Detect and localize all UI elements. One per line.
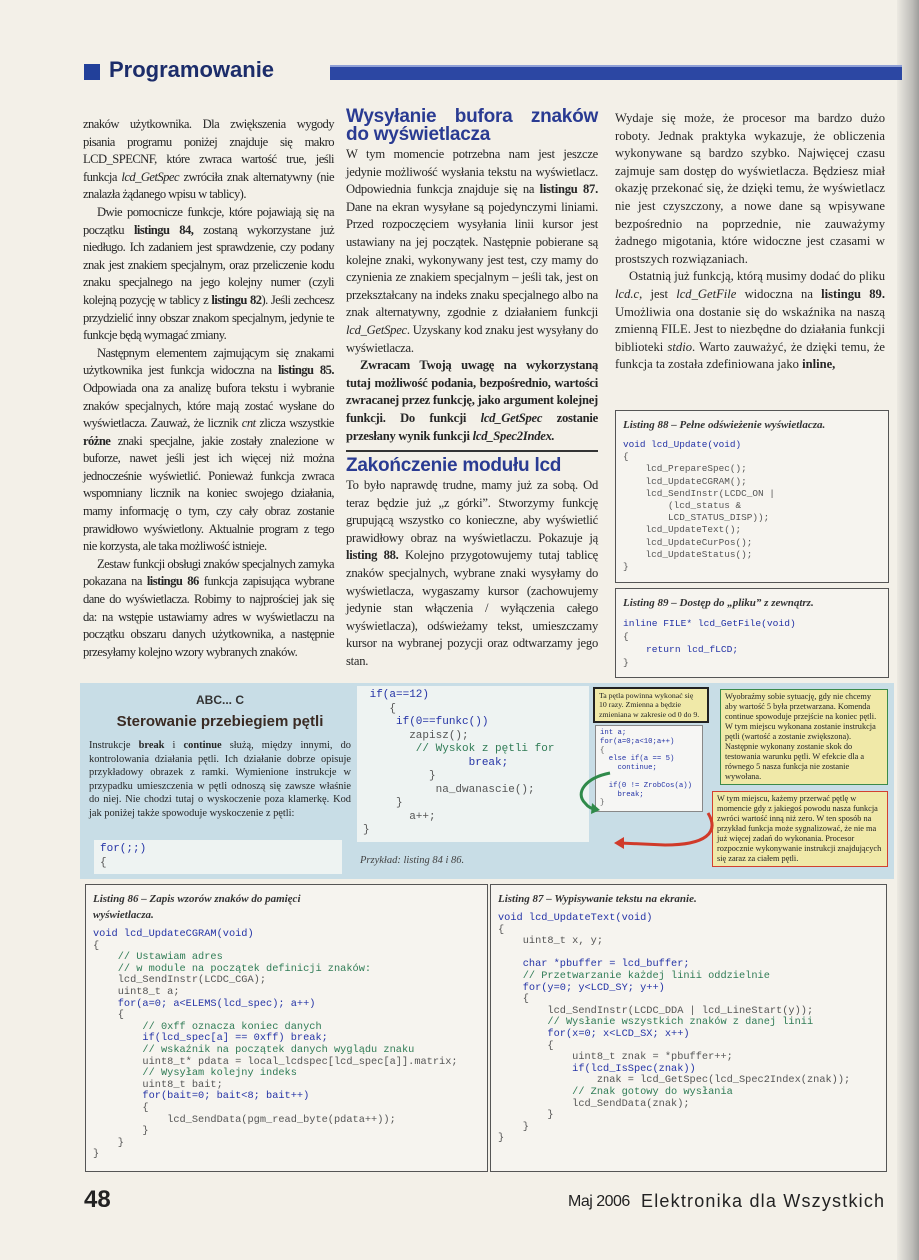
code-block — [623, 439, 881, 573]
code-line: } — [363, 824, 370, 836]
break-arrowhead — [614, 837, 624, 849]
text-run: W tym momencie potrzebna nam jest jeszcze jedynie możliwość wysłania tekstu na wyświetlacz. Odpowiednia funkcja znajduje się na — [346, 147, 598, 197]
code-line: uint8_t a; — [93, 985, 180, 998]
column-1 — [83, 116, 334, 661]
text-run: ). Jeśli zechcesz przydzielić inny obszar znakom specjalnym, jedynie te funkcje będą wymagać zmiany. — [83, 292, 334, 343]
code-line: else if(a == 5) — [600, 755, 675, 764]
code-line: uint8_t bait; — [93, 1078, 223, 1091]
code-line: if(a==12) — [363, 689, 430, 701]
code-line: if(0==funkc()) — [363, 716, 489, 728]
text-run: Umożliwia ona dostanie się do wskaźnika na naszą zmienną FILE. Jest to niezbędne do działania funkcji biblioteki — [615, 304, 885, 354]
code-line: for(;;) — [100, 843, 147, 855]
listing-caption: Listing 87 – Wypisywanie tekstu na ekranie. — [498, 893, 697, 905]
code-line: } — [93, 1136, 124, 1149]
code-line: // wskaźnik na początek danych wyglądu znaku — [93, 1043, 415, 1056]
continue-arrow — [581, 773, 610, 809]
code-line: { — [498, 993, 529, 1006]
text-run: . Uzyskany kod znaku jest wysyłany do wyświetlacza. — [346, 322, 598, 355]
bold-text: inline, — [802, 357, 836, 372]
column-2 — [346, 108, 598, 671]
italic-text: cnt — [241, 416, 256, 431]
listing-87 — [490, 884, 887, 1172]
bold-text: różne — [83, 433, 111, 448]
bold-text: listing 88. — [346, 548, 399, 563]
text-run: znaki specjalne, jakie zostały znalezione w buforze, nawet jeśli jest ich więcej niż można jednocześnie wyświetlić. Ponieważ funkcja zwraca wspomniany licznik na koniec swojego działania, mamy informację o tym, czy cały obraz zostanie prawidłowo wyświetlony. Aktualnie program z tego nie korzysta, ale taka możliwość istnieje. — [83, 433, 334, 554]
text-run: Instrukcje — [89, 740, 139, 751]
code-line: break; — [363, 756, 509, 769]
code-line: void lcd_UpdateCGRAM(void) — [93, 928, 254, 940]
box-code-start — [94, 840, 342, 874]
text-run: zostanie przesłany wynik funkcji — [346, 410, 598, 443]
text-run: Następnym elementem zajmującym się znakami użytkownika jest funkcja widoczna na — [83, 345, 334, 378]
bold-text: listingu 89. — [821, 286, 885, 301]
text-run: i — [164, 740, 184, 751]
code-line: { — [93, 1009, 124, 1022]
column-3 — [615, 110, 885, 374]
code-line: { — [498, 1039, 554, 1052]
text-run: służą, między innymi, do kontrolowania działania pętli. Ich działanie dobrze opisuje przykładowy obrazek z ramki. Wymienione instrukcje w przypadku umieszczenia w pętli odnoszą się zawsze właśnie do niej. Nie chodzi tutaj o wyskoczenie poza klamerkę. Kod jak poniżej także spowoduje wyskoczenie z pętli: — [89, 740, 351, 819]
code-line: a++; — [363, 810, 436, 823]
code-line: } — [623, 657, 629, 668]
paragraph — [346, 477, 598, 671]
code-line: for(bait=0; bait<8; bait++) — [93, 1090, 310, 1103]
text-run: Zestaw funkcji obsługi znaków specjalnych zamyka pokazana na — [83, 556, 334, 589]
code-line: } — [600, 799, 605, 808]
code-line: // Wysłanie wszystkich znaków z danej linii — [498, 1016, 814, 1029]
text-run: Zwracam Twoją uwagę na wykorzystaną tutaj możliwość podania, bezpośrednio, wartości zwracanej przez funkcję, jako argument kolejnej funkcji. Do funkcji — [346, 358, 598, 425]
note-loop: Ta pętla powinna wykonać się 10 razy. Zmienna a będzie zmieniana w zakresie od 0 do 9. — [593, 687, 709, 723]
code-line: // w module na początek definicji znaków: — [93, 962, 372, 975]
code-line: inline FILE* lcd_GetFile(void) — [623, 618, 796, 629]
code-line: { — [623, 451, 629, 463]
code-line: for(x=0; x<LCD_SX; x++) — [498, 1027, 690, 1040]
paragraph — [615, 268, 885, 374]
code-line: lcd_UpdateStatus(); — [623, 548, 753, 560]
bold-text: continue — [183, 740, 222, 751]
text-run: zwróciła znak alternatywny (nie znalazła żądanego wpisu w tablicy). — [83, 169, 334, 202]
note-continue: Wyobraźmy sobie sytuację, gdy nie chcemy aby wartość 5 była przetwarzana. Komenda continue spowoduje przejście na koniec pętli. W tym miejscu wykonana zostanie instrukcja pętli (wartość a zostanie zwiększona). Następnie wykonany zostanie skok do testowania warunku pętli. W efekcie dla a równego 5 nasza funkcja nie zostanie wywołana. — [720, 689, 888, 785]
italic-text: lcd.c — [615, 286, 640, 301]
text-run: znaków użytkownika. Dla zwiększenia wygody pisania programu poniżej znajduje się makro LCD_SPECNF, które zwraca wartość true, jeśli funkcja — [83, 117, 334, 184]
code-line: lcd_UpdateCurPos(); — [623, 536, 753, 548]
code-line: if(0 != ZrobCos(a)) — [600, 781, 692, 790]
bold-text: listingu 86 — [146, 574, 199, 589]
code-line: // Wysyłam kolejny indeks — [93, 1067, 297, 1080]
code-line: if(lcd_IsSpec(znak)) — [498, 1062, 696, 1075]
italic-text: stdio — [667, 339, 693, 354]
code-line: (lcd_status & — [623, 500, 742, 512]
highlight-paragraph — [346, 357, 598, 445]
code-line: na_dwanascie(); — [363, 783, 535, 796]
box-kicker: ABC... C — [196, 693, 244, 707]
italic-text: lcd_GetSpec — [480, 410, 543, 425]
header-bar — [330, 65, 902, 80]
page-edge-shadow — [897, 0, 919, 1260]
italic-text: lcd_GetFile — [676, 286, 737, 301]
code-line: lcd_UpdateText(); — [623, 524, 742, 536]
code-line: } — [363, 797, 403, 809]
text-run: , jest — [639, 286, 677, 301]
italic-text: lcd_GetSpec — [121, 169, 179, 184]
code-line: lcd_SendInstr(LCDC_CGA); — [93, 974, 267, 987]
text-run: funkcja zapisująca wybrane dane do wyświetlacza. Robimy to najprościej jak się da: na wstępie ustawiamy adres w wyświetlaczu na początku obszaru danych użytkownika, a następnie przesyłamy kolejno wzory wybranych znaków. — [83, 574, 334, 659]
box-text — [89, 739, 351, 821]
code-line: { — [100, 857, 107, 869]
code-line: { — [600, 746, 605, 755]
code-block — [93, 929, 480, 1161]
listing-89 — [615, 588, 889, 678]
bold-text: break — [138, 740, 165, 751]
text-run: widoczna na — [736, 286, 822, 301]
code-line: zapisz(); — [363, 729, 469, 742]
text-run: . Warto zauważyć, że dzięki temu, że funkcja ta została zdefiniowana jako — [615, 339, 886, 372]
divider — [346, 450, 598, 452]
paragraph — [83, 204, 334, 345]
code-line: for(a=0; a<ELEMS(lcd_spec); a++) — [93, 997, 316, 1010]
italic-text: lcd_Spec2Index. — [472, 428, 555, 443]
code-line: continue; — [600, 764, 657, 773]
code-line: break; — [600, 790, 644, 799]
bold-text: listingu 82 — [211, 292, 262, 307]
abc-c-box — [80, 683, 894, 879]
bold-text: listingu 85. — [277, 363, 334, 378]
code-line: for(y=0; y<LCD_SY; y++) — [498, 981, 665, 994]
code-line: return lcd_fLCD; — [623, 644, 739, 655]
code-line: // Wyskok z pętli for — [363, 743, 555, 755]
text-run: Wydaje się może, że procesor ma bardzo dużo roboty. Jednak praktyka wykazuje, że obliczenia wykonywane są bardzo szybko. Najwięcej czasu zajmuje sam dostęp do wyświetlacza. Będziesz miał okazję przekonać się, że dzięki temu, że wyświetlacz nie jest czyszczony, a nowe dane są wpisywane bezpośrednio na poprzednie, nie zauważymy żadnego migotania, które widoczne jest czasami w prostszych rozwiązaniach. — [615, 111, 885, 266]
code-block — [623, 617, 881, 669]
code-line: char *pbuffer = lcd_buffer; — [498, 958, 690, 971]
code-line: { — [93, 939, 100, 952]
listing-caption: Listing 86 – Zapis wzorów znaków do pamięci wyświetlacza. — [93, 893, 301, 921]
bold-text: listingu 84, — [133, 222, 194, 237]
code-line: void lcd_UpdateText(void) — [498, 912, 653, 924]
paragraph — [346, 146, 598, 357]
code-line: { — [93, 1101, 149, 1114]
code-line: lcd_SendData(znak); — [498, 1097, 690, 1110]
listing-86 — [85, 884, 488, 1172]
code-line: int a; — [600, 729, 627, 737]
box-title: Sterowanie przebiegiem pętli — [116, 713, 324, 730]
text-run: To było naprawdę trudne, mamy już za sobą. Od teraz będzie już „z górki”. Stworzymy funkcję grupującą wszystko co konieczne, aby wyświetlić prawidłowy obraz na wyświetlaczu. Pokazuje ją — [346, 478, 598, 545]
section-title: Programowanie — [109, 57, 275, 82]
code-line: } — [93, 1148, 100, 1161]
code-line: // 0xff oznacza koniec danych — [93, 1020, 322, 1033]
listing-caption: Listing 89 – Dostęp do „pliku” z zewnątrz. — [623, 597, 814, 609]
text-run: Odpowiada ona za analizę bufora tekstu i wybranie znaków specjalnych, które mają zostać wysłane do wyświetlacza. Zauważ, że licznik — [83, 380, 334, 431]
code-line: } — [498, 1132, 505, 1145]
column-1-text — [83, 116, 334, 661]
code-line: } — [498, 1109, 554, 1122]
code-line: { — [623, 631, 629, 642]
code-line: // Ustawiam adres — [93, 951, 223, 964]
paragraph — [615, 110, 885, 268]
text-run: Ostatnią już funkcją, którą musimy dodać do pliku — [629, 269, 885, 284]
break-arrow — [620, 813, 712, 845]
code-line: lcd_SendData(pgm_read_byte(pdata++)); — [93, 1113, 396, 1126]
text-run: zostaną wykorzystane już niedługo. Ich zadaniem jest sprawdzenie, czy podany znak jest znakiem specjalnym, oraz przeliczenie kodu znaku specjalnego na jego kolejny numer (czyli kolejną pozycję w tablicy z — [83, 222, 335, 307]
text-run: zlicza wszystkie — [255, 416, 334, 431]
listing-caption: Listing 88 – Pełne odświeżenie wyświetlacza. — [623, 419, 826, 431]
code-line: lcd_UpdateCGRAM(); — [623, 475, 747, 487]
code-line: lcd_SendInstr(LCDC_DDA | lcd_LineStart(y)); — [498, 1004, 814, 1017]
code-block — [498, 913, 879, 1145]
section-marker-icon — [84, 64, 100, 80]
code-line: for(a=0;a<10;a++) — [600, 737, 675, 746]
box-caption: Przykład: listing 84 i 86. — [360, 855, 465, 866]
code-line: uint8_t znak = *pbuffer++; — [498, 1051, 733, 1064]
code-line: lcd_PrepareSpec(); — [623, 463, 747, 475]
code-line: if(lcd_spec[a] == 0xff) break; — [93, 1032, 328, 1045]
code-line: // Przetwarzanie każdej linii oddzielnie — [498, 969, 770, 982]
code-line: znak = lcd_GetSpec(lcd_Spec2Index(znak)); — [498, 1074, 851, 1087]
note-break: W tym miejscu, każemy przerwać pętlę w momencie gdy z jakiegoś powodu nasza funkcja zwróci wartość inną niż zero. W ten sposób na przykład funkcja może sygnalizować, że nie ma już więcej zadań do wykonania. Procesor rozpocznie wykonywanie instrukcji znajdujących się zaraz za ciałem pętli. — [712, 791, 888, 867]
code-line: lcd_SendInstr(LCDC_ON | — [623, 487, 775, 499]
heading-send-buffer: Wysyłanie bufora znaków do wyświetlacza — [346, 106, 598, 145]
code-line: uint8_t* pdata = local_lcdspec[lcd_spec[a]].matrix; — [93, 1055, 458, 1068]
code-line: } — [623, 561, 629, 573]
paragraph — [83, 116, 334, 204]
text-run: Kolejno przygotowujemy tutaj tablicę znaków specjalnych, wybrane znaki wysyłamy do wyświetlacza, wygaszamy kursor (zachowujemy jedynie stan włączenia / wyłączenia całego wyświetlacza), odświeżamy tekst, umieszczamy kursor na wybranej pozycji oraz odtwarzamy jego stan. — [346, 548, 598, 669]
code-line: uint8_t x, y; — [498, 935, 604, 948]
code-block — [363, 689, 583, 838]
box-code-continued — [357, 686, 589, 842]
code-line: { — [363, 702, 397, 715]
issue-date: Maj 2006 — [568, 1193, 630, 1210]
text-run: Dwie pomocnicze funkcje, które pojawiają się na początku — [83, 204, 334, 237]
code-line: } — [498, 1120, 529, 1133]
code-line: } — [93, 1125, 149, 1138]
code-line: // Znak gotowy do wysłania — [498, 1085, 733, 1098]
page-number: 48 — [84, 1186, 111, 1213]
heading-module-end: Zakończenie modułu lcd — [346, 455, 562, 477]
code-line: LCD_STATUS_DISP)); — [623, 512, 770, 524]
bold-text: listingu 87. — [539, 182, 598, 197]
continue-arrowhead — [591, 803, 600, 814]
listing-88 — [615, 410, 889, 583]
text-run: Dane na ekran wysyłane są pojedynczymi liniami. Przed rozpoczęciem wysyłania linii kursor jest ustawiany na jej początek. Następnie pobierane są kolejne znaki, wykonywany jest test, czy mamy do czynienia ze znakiem specjalnym – jeśli tak, jest on przekształcany na indeks znaku specjalnego albo na znak alternatywny, zgodnie z działaniem funkcji — [346, 199, 598, 320]
column-3-text — [615, 110, 885, 374]
code-line: { — [498, 923, 505, 936]
paragraph — [83, 556, 334, 662]
flow-arrows-icon — [570, 733, 720, 853]
code-line: void lcd_Update(void) — [623, 439, 742, 450]
magazine-name: Elektronika dla Wszystkich — [641, 1191, 886, 1211]
code-block — [100, 842, 336, 870]
italic-text: lcd_GetSpec — [346, 322, 407, 337]
paragraph — [83, 345, 334, 556]
code-line: } — [363, 770, 436, 782]
